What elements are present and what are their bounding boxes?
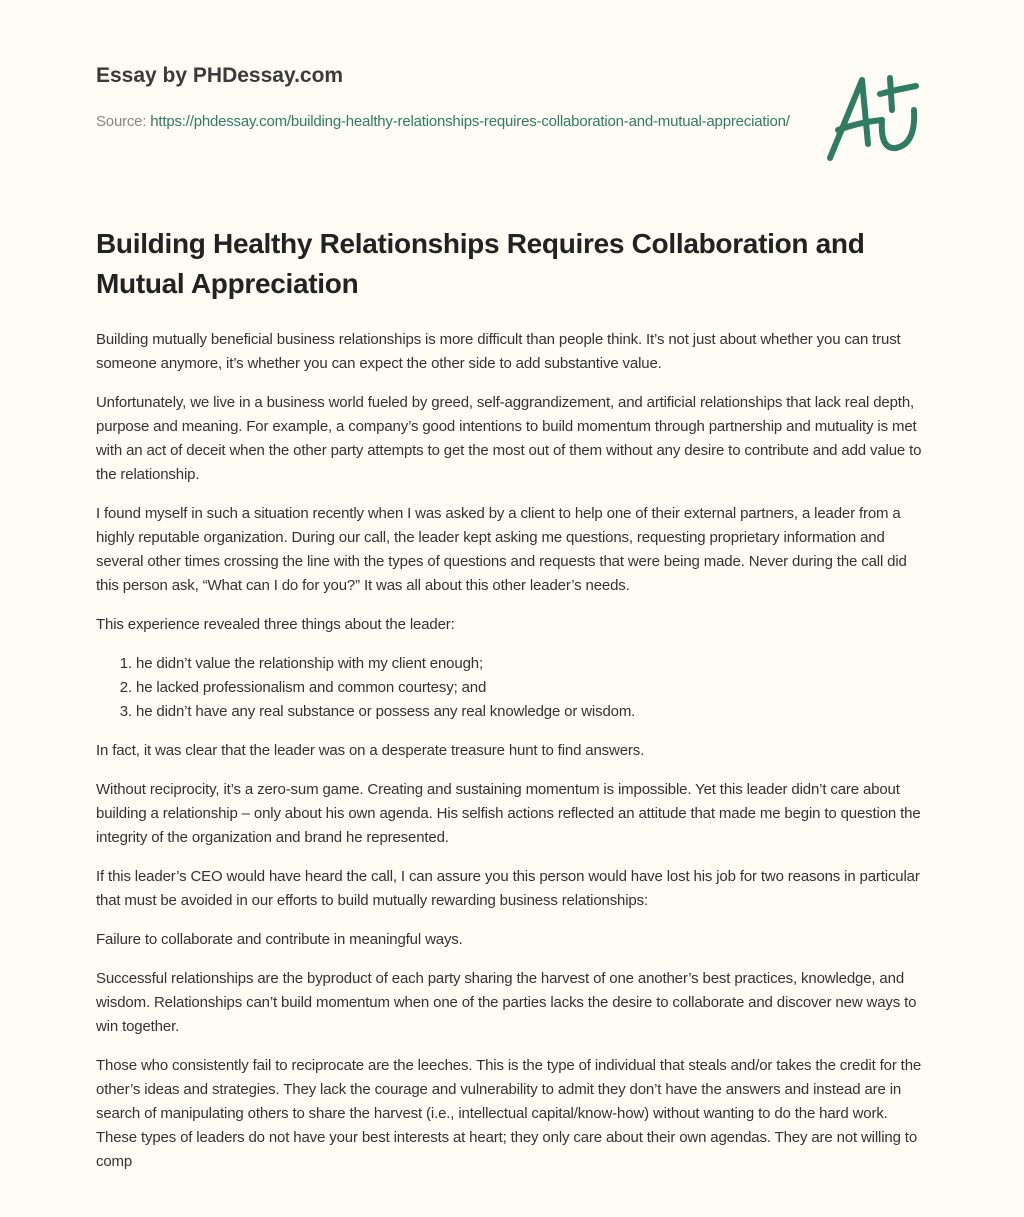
paragraph: Successful relationships are the byproduct of each party sharing the harvest of one another’s best practices, knowledge, and wisdom. Relationships can’t build momentum when one of the parties lacks the desire to collaborate and discover new ways to win together. [96, 970, 917, 1035]
list-item: 2. he lacked professionalism and common courtesy; and [136, 676, 930, 700]
paragraph: In fact, it was clear that the leader was on a desperate treasure hunt to find answers. [96, 742, 645, 759]
paragraph: Building mutually beneficial business relationships is more difficult than people think. It’s not just about whether you can trust someone anymore, it’s whether you can expect the other side to add substantive value. [96, 331, 901, 372]
paragraph: This experience revealed three things about the leader: [96, 616, 455, 633]
list-item: 1. he didn’t value the relationship with my client enough; [136, 652, 930, 676]
source-label: Source: [96, 113, 151, 130]
header [96, 64, 796, 134]
paragraph: If this leader’s CEO would have heard the call, I can assure you this person would have lost his job for two reasons in particular that must be avoided in our efforts to build mutually rewarding business relationships: [96, 868, 920, 909]
source-link[interactable]: https://phdessay.com/building-healthy-relationships-requires-collaboration-and-mutual-appreciation/ [150, 113, 790, 130]
paragraph: Unfortunately, we live in a business world fueled by greed, self-aggrandizement, and artificial relationships that lack real depth, purpose and meaning. For example, a company’s good intentions to build momentum through partnership and mutuality is met with an act of deceit when the other party attempts to get the most out of them without any desire to contribute and add value to the relationship. [96, 394, 922, 483]
article [96, 224, 930, 1189]
source-line [96, 110, 796, 134]
subheading: Failure to collaborate and contribute in meaningful ways. [96, 931, 463, 948]
paragraph: Those who consistently fail to reciprocate are the leeches. This is the type of individual that steals and/or takes the credit for the other’s ideas and strategies. They lack the courage and vulnerability to admit they don’t have the answers and instead are in search of manipulating others to share the harvest (i.e., intellectual capital/know-how) without wanting to do the hard work. These types of leaders do not have your best interests at heart; they only care about their own agendas. They are not willing to comp [96, 1057, 922, 1170]
paragraph: Without reciprocity, it’s a zero-sum game. Creating and sustaining momentum is impossible. Yet this leader didn’t care about building a relationship – only about his own agenda. His selfish actions reflected an attitude that made me begin to question the integrity of the organization and brand he represented. [96, 781, 921, 846]
article-title: Building Healthy Relationships Requires Collaboration and Mutual Appreciation [96, 228, 865, 299]
list-item: 3. he didn’t have any real substance or possess any real knowledge or wisdom. [136, 700, 930, 724]
a-plus-logo-icon [820, 70, 930, 170]
brand-title: Essay by PHDessay.com [96, 64, 344, 87]
paragraph: I found myself in such a situation recently when I was asked by a client to help one of their external partners, a leader from a highly reputable organization. During our call, the leader kept asking me questions, requesting proprietary information and several other times crossing the line with the types of questions and requests that were being made. Never during the call did this person ask, “What can I do for you?” It was all about this other leader’s needs. [96, 505, 907, 594]
ordered-list [96, 652, 930, 724]
